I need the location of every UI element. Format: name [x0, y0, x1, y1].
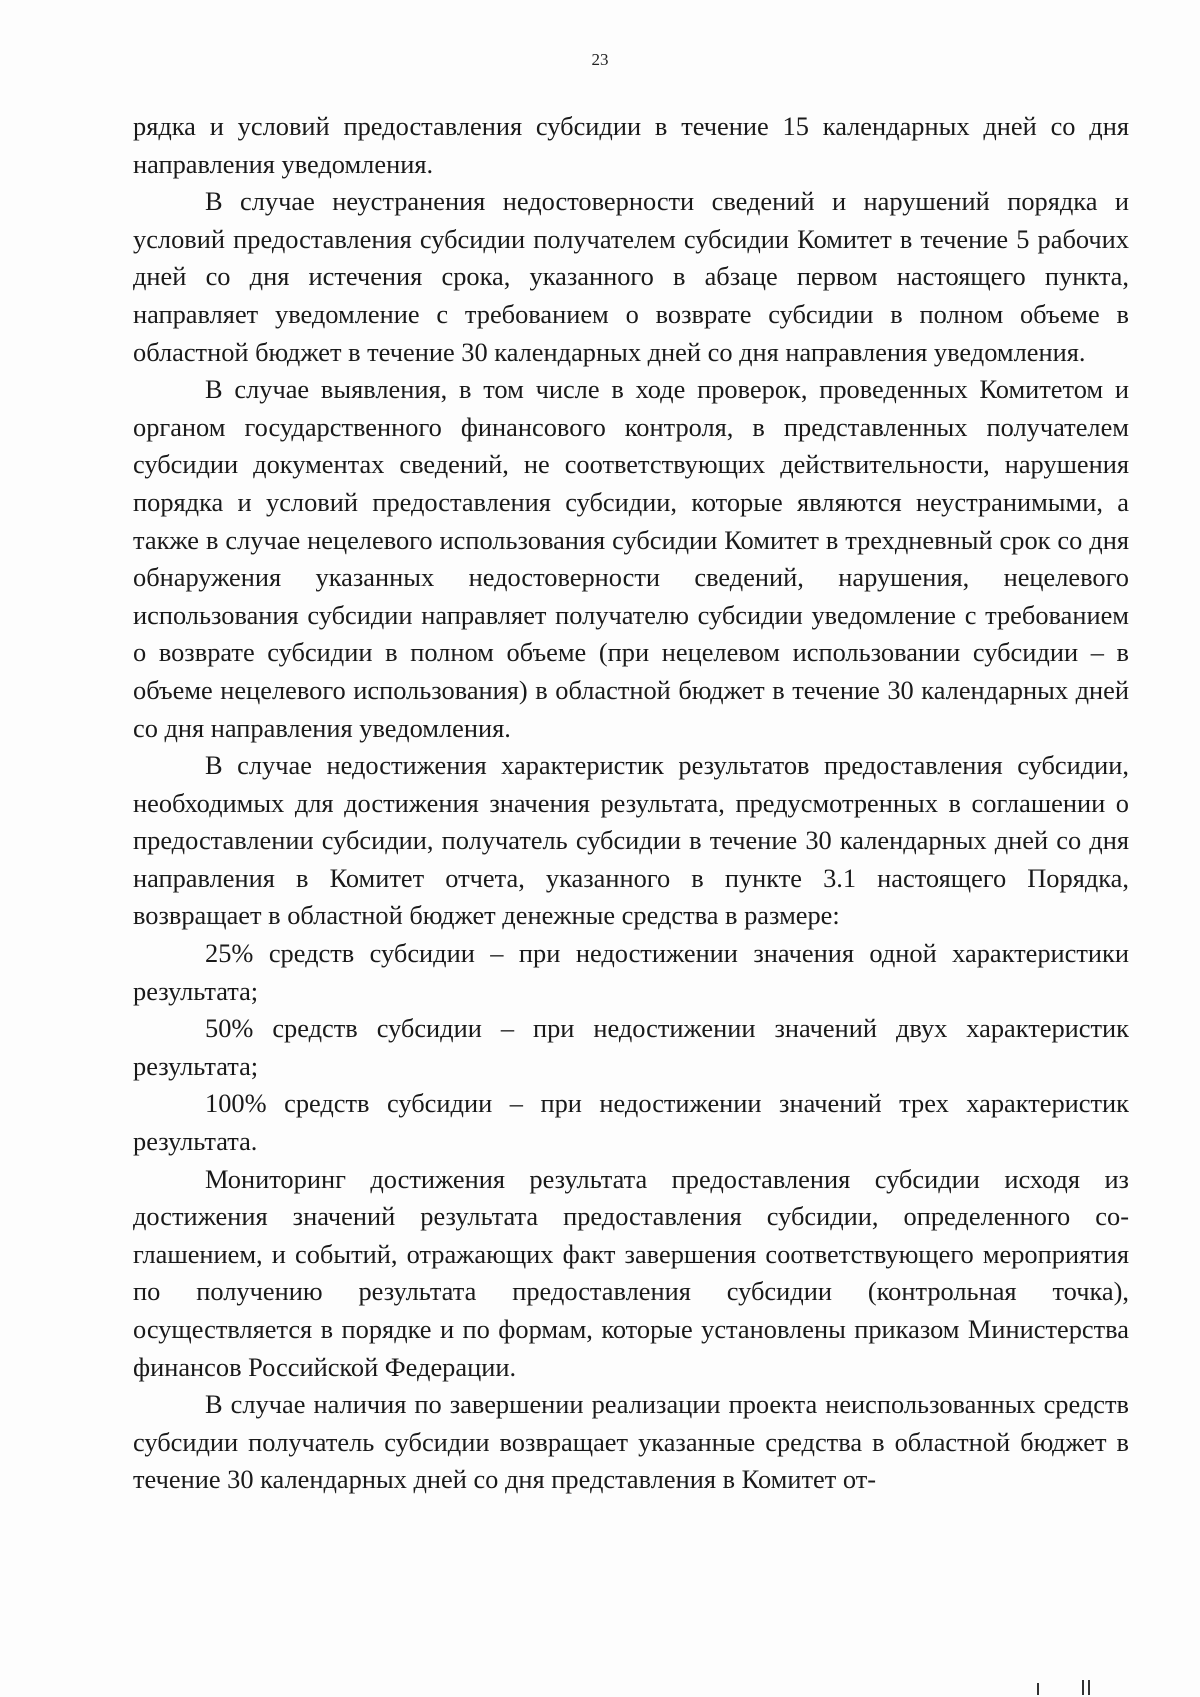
paragraph-9: В случае наличия по завершении реализации проекта неиспользованных средств субсидии получатель субсидии возвращает указанные средства в областной бюджет в течение 30 календарных дней со дня представления в Комитет от- [133, 1389, 1129, 1495]
paragraph-7: 100% средств субсидии – при недостижении значений трех характеристик результата. [133, 1088, 1129, 1157]
paragraph-1: рядка и условий предоставления субсидии в течение 15 календарных дней со дня направления уведомления. [133, 111, 1129, 179]
paragraph-2: В случае неустранения недостоверности сведений и нарушений порядка и условий предоставления субсидии получателем субсидии Комитет в течение 5 рабочих дней со дня истечения срока, указанного в абзаце первом настоящего пункта, направляет уведомление с требованием о возврате субсидии в полном объеме в областной бюджет в течение 30 календарных дней со дня направления уведомления. [133, 186, 1129, 367]
paragraph-3: В случае выявления, в том числе в ходе проверок, проведенных Комитетом и органом государственного финансового контроля, в представленных получателем субсидии документах сведений, не соответствующих действительности, нарушения порядка и условий предоставления субсидии, которые являются неустранимыми, а также в случае нецелевого использования субсидии Комитет в трехдневный срок со дня обнаружения указанных недостоверности сведений, нарушения, нецелевого использования субсидии направляет получателю субсидии уведомление с требованием о возврате субсидии в полном объеме (при нецелевом использовании субсидии – в объеме нецелевого использования) в областной бюджет в течение 30 календарных дней со дня направления уведомления. [133, 374, 1129, 743]
page-number: 23 [591, 50, 609, 69]
scan-mark [1088, 1680, 1090, 1695]
paragraph-6: 50% средств субсидии – при недостижении значений двух характеристик результата; [133, 1013, 1129, 1081]
paragraph-5: 25% средств субсидии – при недостижении значения одной характеристики результата; [133, 938, 1129, 1006]
body-text [133, 108, 1129, 1499]
paragraph-4: В случае недостижения характеристик результатов предоставления субсидии, необходимых для достижения значения результата, предусмотренных в соглашении о предоставлении субсидии, получатель субсидии в течение 30 календарных дней со дня направления в Комитет отчета, указанного в пункте 3.1 настоящего Порядка, возвращает в областной бюджет денежные средства в размере: [133, 750, 1129, 931]
scan-mark [1082, 1680, 1084, 1695]
paragraph-8: Мониторинг достижения результата предоставления субсидии исходя из достижения значений результата предоставления субсидии, определенного соглашением, и событий, отражающих факт завершения соответствующего мероприятия по получению результата предоставления субсидии (контрольная точка), осуществляется в порядке и по формам, которые установлены приказом Министерства финансов Российской Федерации. [133, 1163, 1129, 1382]
scan-mark [1037, 1683, 1039, 1695]
